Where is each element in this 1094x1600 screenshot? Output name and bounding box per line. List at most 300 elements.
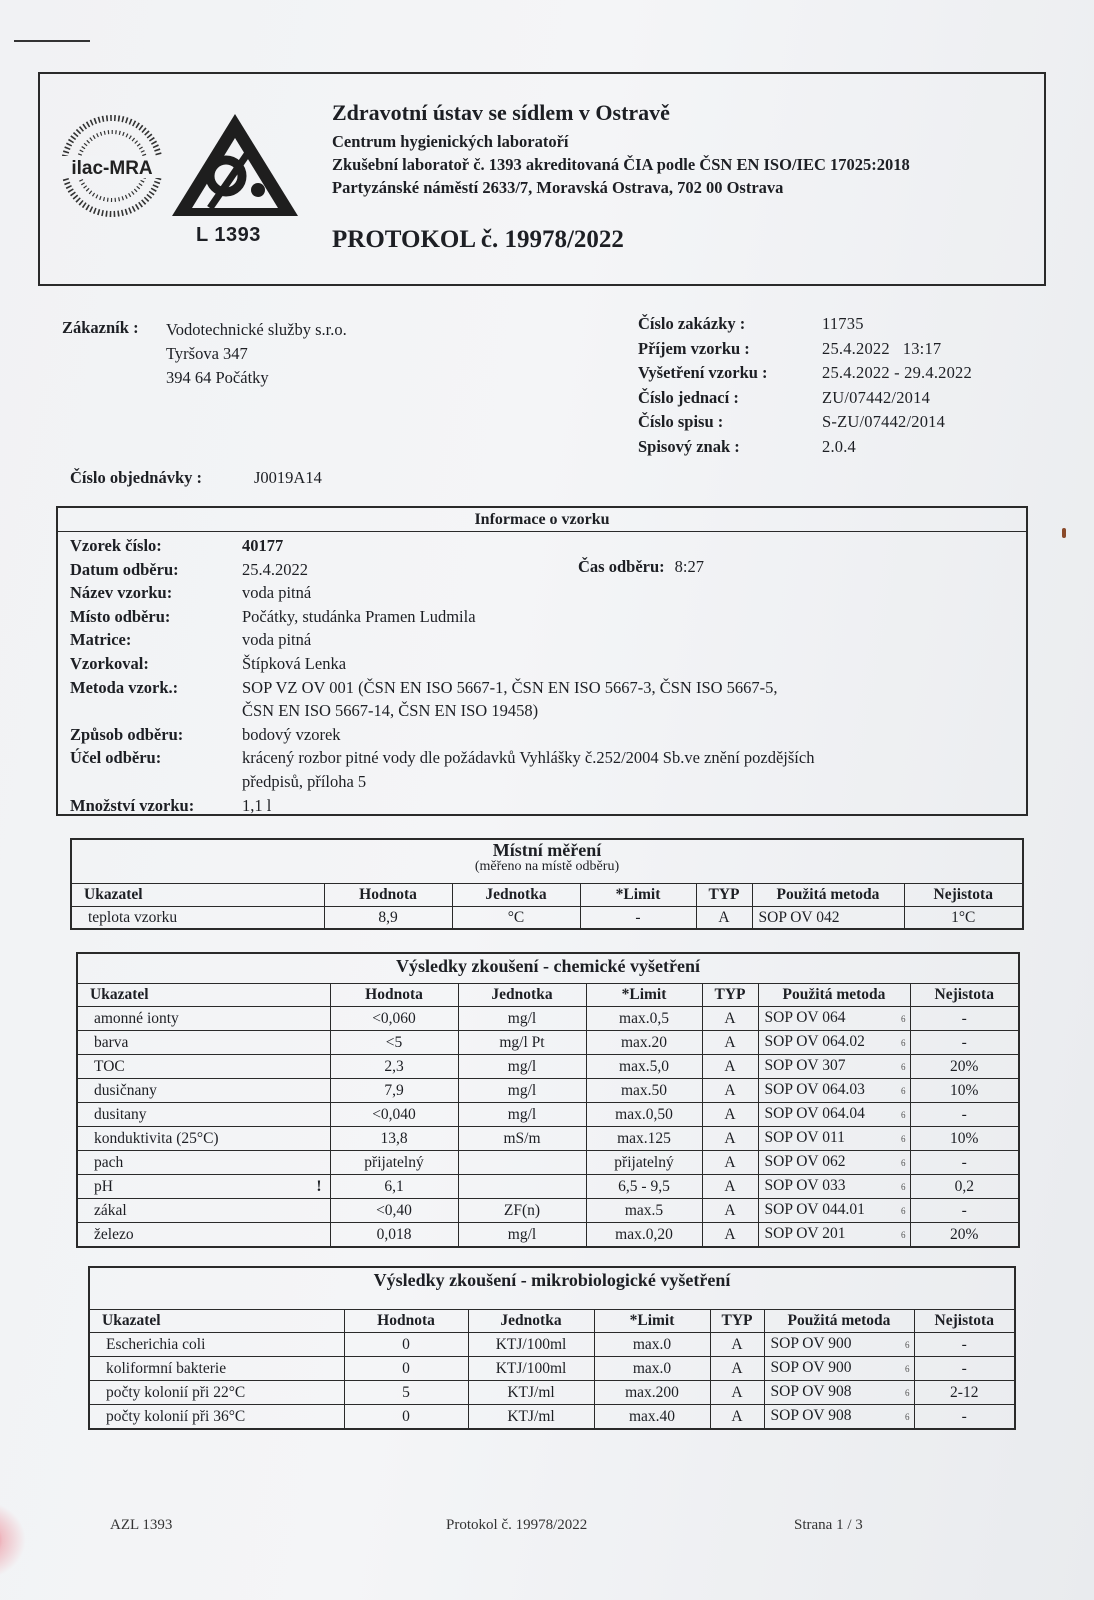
order-number-label: Číslo objednávky : [70, 468, 203, 487]
cell-unit-text: mS/m [503, 1130, 541, 1147]
cell-uncertainty-text: - [961, 1360, 967, 1377]
table-row [90, 1381, 1014, 1405]
order-info-label: Příjem vzorku : [638, 338, 750, 358]
sample-info-row [70, 605, 982, 629]
limit-exceeded-flag: ! [316, 1178, 322, 1195]
cell-indicator [90, 1381, 344, 1405]
cell-uncertainty-text: 2-12 [950, 1384, 979, 1401]
cell-value-text: <0,40 [376, 1202, 412, 1219]
order-info-row [638, 361, 972, 386]
cell-limit-text: max.20 [620, 1034, 668, 1051]
cell-method [758, 1079, 910, 1103]
cell-method [764, 1405, 914, 1429]
method-note-mark: 6 [901, 1158, 906, 1168]
cell-indicator [78, 1127, 330, 1151]
cell-indicator [78, 1079, 330, 1103]
cell-type-text: A [724, 1178, 736, 1195]
cell-uncertainty [904, 906, 1022, 928]
cell-indicator-text: TOC [94, 1058, 125, 1075]
method-line-2: ČSN EN ISO 5667-14, ČSN EN ISO 19458) [242, 701, 539, 721]
cell-method [758, 1031, 910, 1055]
cell-value [330, 1055, 458, 1079]
cell-indicator [78, 1151, 330, 1175]
cell-uncertainty [914, 1357, 1014, 1381]
cell-value [330, 1223, 458, 1247]
red-light-glare [0, 1500, 26, 1580]
order-info-label: Spisový znak : [638, 436, 740, 456]
table-row [78, 1055, 1018, 1079]
cell-type [702, 1223, 758, 1247]
sample-info-label: Účel odběru: [70, 748, 162, 768]
cell-method [758, 1151, 910, 1175]
cell-uncertainty-text: - [961, 1106, 967, 1123]
cell-limit-text: max.0 [632, 1336, 672, 1353]
cell-indicator-text: počty kolonií při 22°C [106, 1384, 246, 1401]
sample-info-label: Datum odběru: [70, 559, 179, 579]
cell-limit [594, 1405, 710, 1429]
cell-method [764, 1381, 914, 1405]
cell-unit [458, 1079, 586, 1103]
cell-indicator-text: zákal [94, 1202, 127, 1219]
col-uncertainty: Nejistota [904, 883, 1022, 906]
cell-unit-text: mg/l [507, 1082, 537, 1099]
cell-indicator [78, 1031, 330, 1055]
table-row [78, 1007, 1018, 1031]
cell-limit [594, 1333, 710, 1357]
top-rule [14, 40, 90, 42]
cell-uncertainty [910, 1103, 1018, 1127]
purpose-line-1: krácený rozbor pitné vody dle požádavků Vyhlášky č.252/2004 Sb.ve znění pozdějších [242, 748, 815, 768]
cell-limit [586, 1175, 702, 1199]
cell-type-text: A [731, 1408, 743, 1425]
cell-limit [586, 1079, 702, 1103]
cell-method [764, 1333, 914, 1357]
cell-value-text: 5 [402, 1384, 410, 1401]
table-row [78, 1031, 1018, 1055]
cell-value-text: přijatelný [364, 1154, 424, 1171]
table-row [90, 1357, 1014, 1381]
sample-info-value: bodový vzorek [242, 724, 341, 744]
cell-type-text: A [731, 1360, 743, 1377]
purpose-line-2: předpisů, příloha 5 [242, 771, 367, 791]
order-info-label: Číslo zakázky : [638, 314, 746, 333]
cell-method-text: SOP OV 307 [764, 1057, 846, 1074]
cell-indicator [90, 1357, 344, 1381]
cell-indicator-text: dusičnany [94, 1082, 157, 1099]
cell-indicator-text: pach [94, 1154, 124, 1171]
customer-street: Tyršova 347 [166, 344, 248, 363]
order-info-label: Číslo spisu : [638, 412, 724, 431]
cell-unit [458, 1175, 586, 1199]
cell-limit-text: max.50 [620, 1082, 668, 1099]
sample-info-label: Vzorkoval: [70, 653, 149, 673]
cell-type-text: A [724, 1010, 736, 1027]
cell-value-text: 0,018 [376, 1226, 412, 1243]
local-measurement-subtitle: (měřeno na místě odběru) [474, 859, 620, 874]
table-row [78, 1175, 1018, 1199]
cell-limit [586, 1031, 702, 1055]
cell-indicator-text: železo [94, 1226, 134, 1243]
cell-uncertainty-text: - [961, 1408, 967, 1425]
sample-info-row [70, 676, 982, 723]
cell-uncertainty-text: - [961, 1202, 967, 1219]
cell-indicator-text: barva [94, 1034, 129, 1051]
paper-speck [1062, 528, 1066, 538]
cell-type-text: A [724, 1202, 736, 1219]
cell-uncertainty [910, 1223, 1018, 1247]
cell-indicator [78, 1175, 330, 1199]
col-unit: Jednotka [458, 984, 586, 1007]
cell-uncertainty [910, 1175, 1018, 1199]
cell-method [758, 1103, 910, 1127]
sampling-time-label: Čas odběru: [578, 557, 665, 576]
cell-method [752, 906, 904, 928]
cell-method [758, 1007, 910, 1031]
method-note-mark: 6 [901, 1206, 906, 1216]
cell-type [702, 1055, 758, 1079]
cell-type [702, 1007, 758, 1031]
order-info-value: ZU/07442/2014 [822, 387, 931, 407]
cell-uncertainty-text: 10% [950, 1082, 979, 1099]
customer-name: Vodotechnické služby s.r.o. [166, 320, 347, 339]
cell-indicator [90, 1405, 344, 1429]
cell-type-text: A [724, 1154, 736, 1171]
cell-value-text: 0 [402, 1336, 410, 1353]
cell-method-text: SOP OV 011 [764, 1129, 845, 1146]
method-line-1: SOP VZ OV 001 (ČSN EN ISO 5667-1, ČSN EN ISO 5667-3, ČSN ISO 5667-5, [242, 677, 778, 697]
cell-unit-text: mg/l [507, 1058, 537, 1075]
footer-lab-code: AZL 1393 [110, 1517, 173, 1533]
cell-uncertainty-text: 1°C [951, 908, 976, 926]
microbio-results-box [88, 1266, 1016, 1430]
sample-info-value [242, 746, 982, 793]
cell-uncertainty [914, 1405, 1014, 1429]
cell-limit [580, 906, 696, 928]
cell-limit [594, 1357, 710, 1381]
cell-unit-text: mg/l [507, 1226, 537, 1243]
cell-value-text: <0,040 [372, 1106, 416, 1123]
order-number [70, 468, 322, 488]
sampling-time-value: 8:27 [674, 557, 704, 576]
cell-limit [586, 1055, 702, 1079]
cell-method-text: SOP OV 064 [764, 1009, 846, 1026]
cell-unit [468, 1357, 594, 1381]
cell-unit [452, 906, 580, 928]
chemical-results-box [76, 952, 1020, 1248]
table-row [90, 1405, 1014, 1429]
cell-uncertainty [910, 1031, 1018, 1055]
cell-limit-text: max.0,50 [615, 1106, 673, 1123]
cell-unit [468, 1333, 594, 1357]
cell-indicator [78, 1223, 330, 1247]
order-info-label: Vyšetření vzorku : [638, 363, 768, 382]
cell-limit-text: max.200 [625, 1384, 679, 1401]
cell-uncertainty-text: 20% [950, 1058, 979, 1075]
table-row [78, 1223, 1018, 1247]
cell-method-text: SOP OV 064.04 [764, 1105, 865, 1122]
sample-info-label: Místo odběru: [70, 606, 171, 626]
microbio-results-table [90, 1309, 1014, 1428]
col-indicator: Ukazatel [72, 883, 324, 906]
col-type: TYP [710, 1310, 764, 1333]
cell-limit-text: přijatelný [614, 1154, 674, 1171]
cell-value [344, 1405, 468, 1429]
cell-uncertainty-text: - [961, 1010, 967, 1027]
sample-info-row [70, 534, 982, 558]
table-row [78, 1079, 1018, 1103]
cell-limit [594, 1381, 710, 1405]
sample-info-value: 25.4.2022 [242, 559, 308, 579]
method-note-mark: 6 [905, 1364, 910, 1374]
cell-unit [468, 1381, 594, 1405]
cell-indicator-text: amonné ionty [94, 1010, 179, 1027]
method-note-mark: 6 [901, 1086, 906, 1096]
cell-indicator [78, 1055, 330, 1079]
col-value: Hodnota [324, 883, 452, 906]
cell-unit-text: KTJ/100ml [495, 1336, 567, 1353]
cell-unit [458, 1199, 586, 1223]
cell-method [758, 1055, 910, 1079]
cell-limit [586, 1199, 702, 1223]
cell-method [758, 1199, 910, 1223]
cell-unit-text: °C [507, 908, 525, 926]
cell-type-text: A [731, 1384, 743, 1401]
method-note-mark: 6 [901, 1062, 906, 1072]
order-info-value: 25.4.2022 13:17 [822, 338, 942, 358]
method-note-mark: 6 [901, 1134, 906, 1144]
cell-method-text: SOP OV 900 [770, 1359, 852, 1376]
cell-value [344, 1381, 468, 1405]
sample-info-label: Vzorek číslo: [70, 536, 162, 555]
sample-info-value: Počátky, studánka Pramen Ludmila [242, 606, 476, 626]
sample-info-row [70, 723, 982, 747]
local-measurement-table [72, 883, 1022, 929]
col-type: TYP [702, 984, 758, 1007]
sample-info-box [56, 506, 1028, 816]
cell-uncertainty [910, 1199, 1018, 1223]
ilac-logo-text: ilac-MRA [71, 158, 153, 179]
cell-unit [458, 1127, 586, 1151]
cell-uncertainty-text: 10% [950, 1130, 979, 1147]
cell-value [344, 1333, 468, 1357]
cell-indicator [90, 1333, 344, 1357]
sample-info-row [70, 581, 982, 605]
cell-type [710, 1333, 764, 1357]
cell-type-text: A [718, 908, 730, 926]
order-info-row [638, 435, 972, 460]
table-header-row [72, 883, 1022, 906]
local-measurement-box [70, 838, 1024, 930]
order-info [638, 312, 972, 459]
sample-info-row [70, 628, 982, 652]
table-header-row [78, 984, 1018, 1007]
cell-value [344, 1357, 468, 1381]
chemical-results-title: Výsledky zkoušení - chemické vyšetření [396, 956, 700, 976]
method-note-mark: 6 [901, 1038, 906, 1048]
sample-info-row [70, 652, 982, 676]
cell-limit-text: max.125 [617, 1130, 671, 1147]
cell-indicator-text: teplota vzorku [88, 908, 178, 926]
sample-info-value: 1,1 l [242, 795, 272, 815]
cell-method-text: SOP OV 033 [764, 1177, 846, 1194]
protocol-title: PROTOKOL č. 19978/2022 [332, 226, 624, 253]
cell-value-text: 8,9 [378, 908, 398, 926]
customer-city: 394 64 Počátky [166, 368, 269, 387]
order-info-label: Číslo jednací : [638, 387, 739, 407]
footer-protocol: Protokol č. 19978/2022 [446, 1517, 588, 1533]
col-unit: Jednotka [468, 1310, 594, 1333]
table-row [90, 1333, 1014, 1357]
table-row [78, 1199, 1018, 1223]
col-limit: *Limit [594, 1310, 710, 1333]
col-indicator: Ukazatel [90, 1310, 344, 1333]
cell-limit-text: max.0,5 [619, 1010, 669, 1027]
cell-indicator-text: koliformní bakterie [106, 1360, 227, 1377]
cell-uncertainty [910, 1055, 1018, 1079]
order-info-value: 11735 [822, 314, 864, 333]
table-row [78, 1103, 1018, 1127]
cell-uncertainty [914, 1333, 1014, 1357]
cell-limit [586, 1007, 702, 1031]
cell-limit-text: max.5,0 [619, 1058, 669, 1075]
cell-type-text: A [724, 1034, 736, 1051]
cell-unit-text: KTJ/ml [507, 1384, 555, 1401]
cell-limit [586, 1127, 702, 1151]
sample-info-rows [70, 534, 982, 817]
sample-info-title: Informace o vzorku [58, 508, 1026, 532]
cell-method-text: SOP OV 062 [764, 1153, 846, 1170]
cell-method-text: SOP OV 201 [764, 1225, 846, 1242]
cia-triangle-logo [168, 110, 302, 222]
sample-info-label: Matrice: [70, 630, 132, 650]
cell-type [710, 1357, 764, 1381]
method-note-mark: 6 [901, 1110, 906, 1120]
customer-label: Zákazník : [62, 318, 139, 337]
cell-unit [458, 1055, 586, 1079]
col-method: Použitá metoda [752, 883, 904, 906]
cell-unit-text: mg/l Pt [499, 1034, 545, 1051]
col-uncertainty: Nejistota [914, 1310, 1014, 1333]
cell-type [702, 1103, 758, 1127]
cell-method-text: SOP OV 042 [758, 908, 840, 926]
cell-value [330, 1031, 458, 1055]
cell-indicator [78, 1103, 330, 1127]
sample-info-label: Název vzorku: [70, 583, 173, 603]
cell-indicator-text: pH [94, 1178, 113, 1195]
cell-unit [458, 1103, 586, 1127]
cell-type [696, 906, 752, 928]
method-note-mark: 6 [905, 1388, 910, 1398]
cell-type [702, 1151, 758, 1175]
cell-type [710, 1405, 764, 1429]
cell-type [702, 1175, 758, 1199]
method-note-mark: 6 [901, 1182, 906, 1192]
method-note-mark: 6 [905, 1340, 910, 1350]
cell-limit-text: max.0 [632, 1360, 672, 1377]
cell-value-text: 0 [402, 1408, 410, 1425]
cell-unit [458, 1151, 586, 1175]
order-info-value: 2.0.4 [822, 436, 856, 456]
sample-info-label: Způsob odběru: [70, 724, 184, 744]
cell-indicator [78, 1007, 330, 1031]
cell-method [758, 1175, 910, 1199]
customer-address [166, 318, 347, 390]
col-value: Hodnota [330, 984, 458, 1007]
cell-type-text: A [724, 1106, 736, 1123]
table-header-row [90, 1310, 1014, 1333]
col-method: Použitá metoda [758, 984, 910, 1007]
cell-uncertainty-text: - [961, 1336, 967, 1353]
cell-method-text: SOP OV 064.02 [764, 1033, 865, 1050]
cell-value-text: 7,9 [384, 1082, 404, 1099]
col-unit: Jednotka [452, 883, 580, 906]
cell-unit-text: KTJ/ml [507, 1408, 555, 1425]
cell-unit-text: mg/l [507, 1106, 537, 1123]
order-info-value: 25.4.2022 - 29.4.2022 [822, 363, 972, 382]
cell-value [330, 1175, 458, 1199]
table-row [78, 1151, 1018, 1175]
cell-uncertainty-text: 0,2 [954, 1178, 974, 1195]
cell-value [330, 1007, 458, 1031]
cell-value [330, 1079, 458, 1103]
method-note-mark: 6 [901, 1014, 906, 1024]
order-info-row [638, 312, 972, 337]
cell-type [702, 1127, 758, 1151]
lab-code: L 1393 [196, 224, 261, 246]
cell-limit [586, 1223, 702, 1247]
cell-method [764, 1357, 914, 1381]
ilac-mra-logo [58, 112, 166, 220]
sample-info-row [70, 558, 982, 582]
cell-value-text: 6,1 [384, 1178, 404, 1195]
cell-value [330, 1151, 458, 1175]
cell-type [710, 1381, 764, 1405]
order-info-row [638, 386, 972, 411]
sample-number: 40177 [242, 536, 284, 555]
cell-limit [586, 1151, 702, 1175]
cell-type-text: A [724, 1226, 736, 1243]
cell-uncertainty-text: - [961, 1154, 967, 1171]
cell-method-text: SOP OV 908 [770, 1383, 852, 1400]
centre-name: Centrum hygienických laboratoří [332, 132, 569, 151]
cell-indicator-text: konduktivita (25°C) [94, 1130, 219, 1147]
sample-info-row [70, 794, 982, 818]
cell-method-text: SOP OV 064.03 [764, 1081, 865, 1098]
cell-limit-text: - [635, 908, 641, 926]
order-info-row [638, 410, 972, 435]
cell-limit-text: max.40 [628, 1408, 676, 1425]
cell-unit [458, 1007, 586, 1031]
cell-value [330, 1127, 458, 1151]
cell-value [324, 906, 452, 928]
cell-limit-text: max.5 [624, 1202, 664, 1219]
cell-uncertainty [910, 1079, 1018, 1103]
cell-uncertainty [910, 1007, 1018, 1031]
cell-indicator-text: dusitany [94, 1106, 147, 1123]
sample-info-label: Metoda vzork.: [70, 677, 179, 697]
institution-block [332, 100, 910, 198]
microbio-results-title: Výsledky zkoušení - mikrobiologické vyšetření [373, 1270, 731, 1290]
sampling-time [578, 557, 704, 577]
table-row [78, 1127, 1018, 1151]
order-info-row [638, 337, 972, 362]
method-note-mark: 6 [901, 1230, 906, 1240]
cell-unit [458, 1031, 586, 1055]
sample-info-value: Štípková Lenka [242, 653, 347, 673]
cell-type [702, 1079, 758, 1103]
col-type: TYP [696, 883, 752, 906]
sample-info-value: voda pitná [242, 583, 312, 603]
